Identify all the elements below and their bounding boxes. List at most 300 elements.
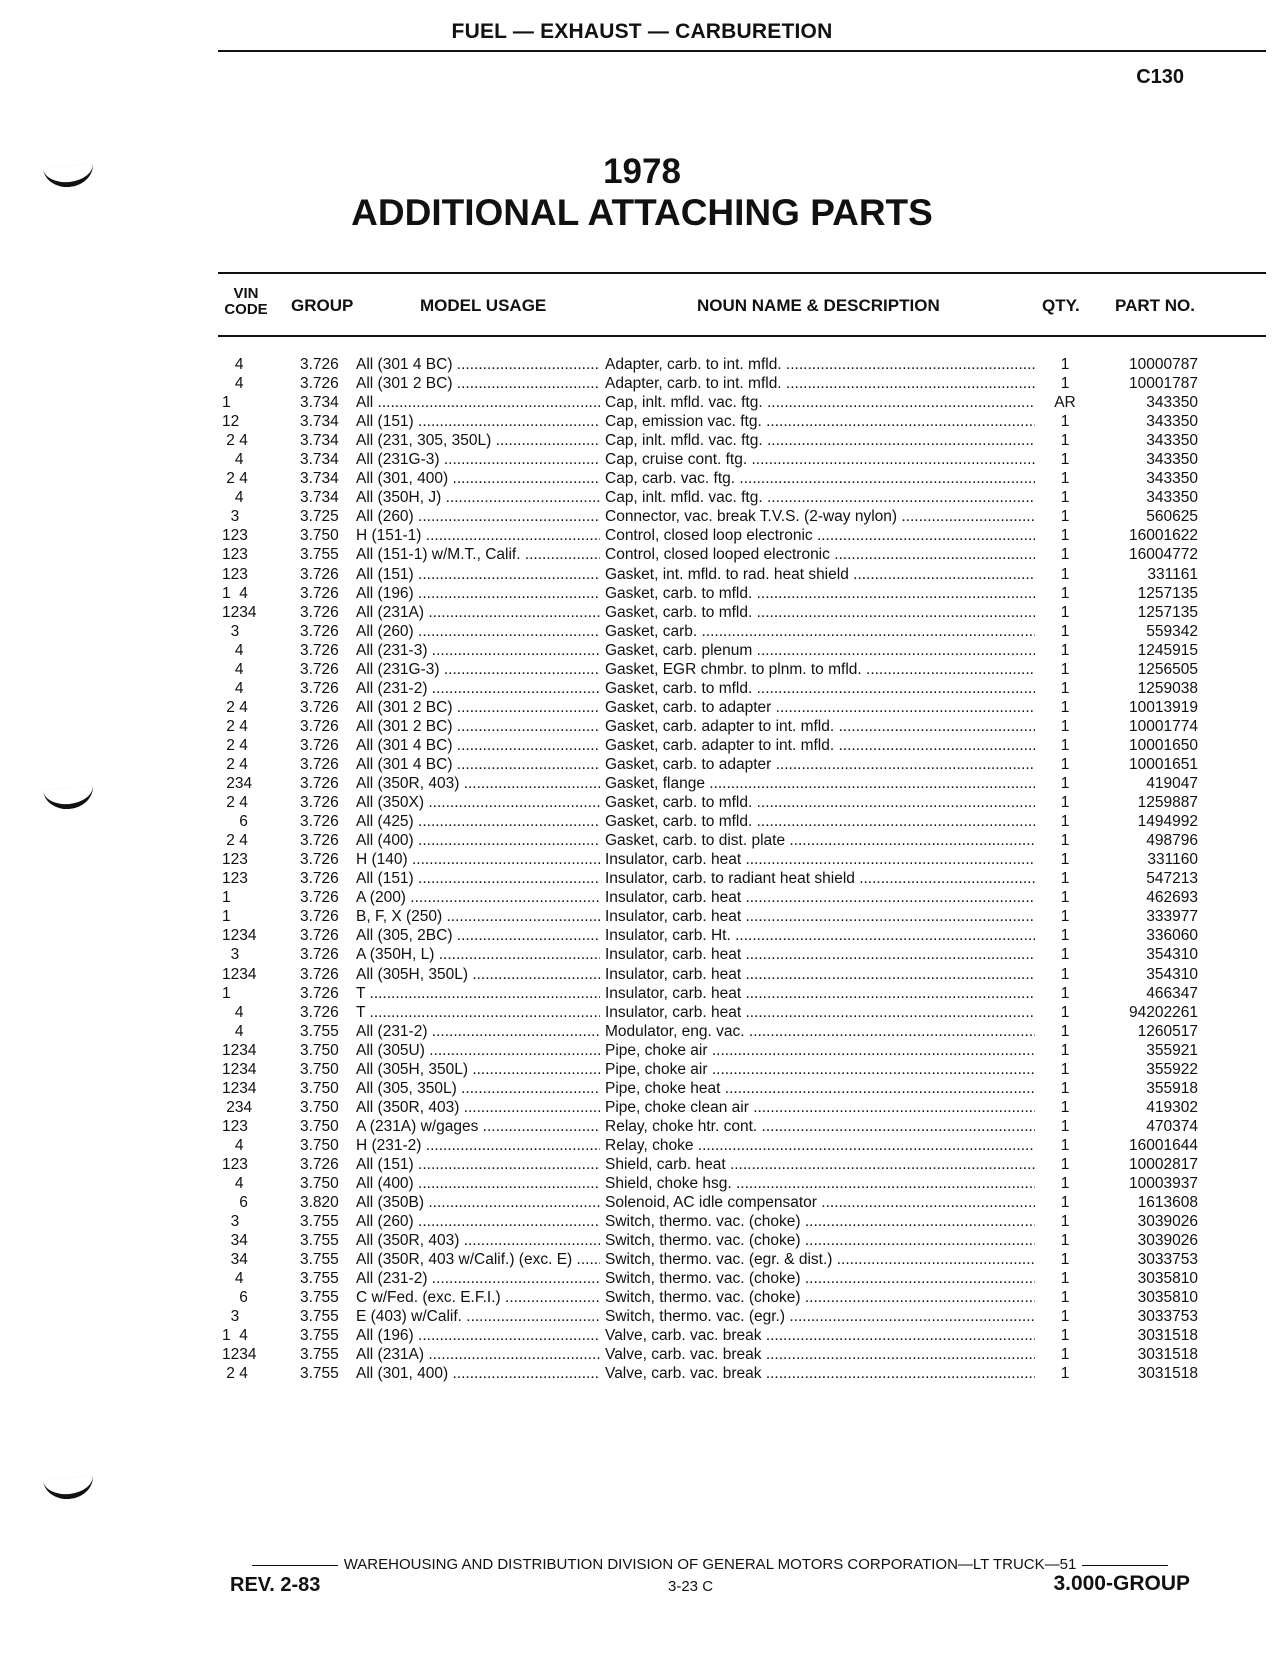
model-usage-cell: All (231, 305, 350L) ..... — [356, 431, 600, 450]
quantity-cell: 1 — [1060, 641, 1070, 659]
vin-code-cell: 6 — [222, 1194, 248, 1212]
quantity-cell: 1 — [1060, 984, 1070, 1002]
group-cell: 3.750 — [300, 1060, 339, 1078]
description-cell: Switch, thermo. vac. (choke) ..... — [605, 1269, 1035, 1288]
description-cell: Cap, cruise cont. ftg. ..... — [605, 450, 1035, 469]
table-row — [0, 393, 1284, 412]
model-usage-cell: All (196) ..... — [356, 1326, 600, 1345]
description-cell: Gasket, int. mfld. to rad. heat shield ..... — [605, 565, 1035, 584]
quantity-cell: 1 — [1060, 965, 1070, 983]
vin-code-cell: 4 — [222, 451, 244, 469]
vin-code-cell: 2 4 — [222, 832, 248, 850]
column-header-qty: QTY. — [1042, 296, 1080, 315]
quantity-cell: 1 — [1060, 736, 1070, 754]
description-cell: Switch, thermo. vac. (egr.) ..... — [605, 1307, 1035, 1326]
table-row — [0, 450, 1284, 469]
table-row — [0, 1136, 1284, 1155]
part-number-cell: 10002817 — [1129, 1155, 1198, 1173]
vin-code-cell: 1234 — [222, 1079, 257, 1097]
quantity-cell: 1 — [1060, 470, 1070, 488]
part-number-cell: 354310 — [1146, 965, 1198, 983]
description-cell: Gasket, carb. adapter to int. mfld. ..... — [605, 736, 1035, 755]
table-row — [0, 584, 1284, 603]
vin-code-cell: 6 — [222, 813, 248, 831]
quantity-cell: 1 — [1060, 1022, 1070, 1040]
vin-code-cell: 4 — [222, 1270, 244, 1288]
model-usage-cell: All (151-1) w/M.T., Calif. ..... — [356, 545, 600, 564]
model-usage-cell: E (403) w/Calif. ..... — [356, 1307, 600, 1326]
model-usage-cell: All (151) ..... — [356, 565, 600, 584]
part-number-cell: 1259887 — [1137, 794, 1198, 812]
quantity-cell: 1 — [1060, 1213, 1070, 1231]
description-cell: Gasket, carb. to mfld. ..... — [605, 603, 1035, 622]
table-row — [0, 526, 1284, 545]
page-code: C130 — [1136, 66, 1184, 88]
table-row — [0, 1155, 1284, 1174]
description-cell: Gasket, carb. to dist. plate ..... — [605, 831, 1035, 850]
quantity-cell: 1 — [1060, 832, 1070, 850]
model-usage-cell: T ..... — [356, 1003, 600, 1022]
table-row — [0, 1060, 1284, 1079]
model-usage-cell: All (350R, 403) ..... — [356, 1098, 600, 1117]
group-cell: 3.726 — [300, 565, 339, 583]
description-cell: Shield, carb. heat ..... — [605, 1155, 1035, 1174]
table-row — [0, 1269, 1284, 1288]
page-number: 3-23 C — [668, 1578, 714, 1595]
part-number-cell: 10001650 — [1129, 736, 1198, 754]
binder-hole-mark — [43, 1475, 95, 1501]
model-usage-cell: All (231-3) ..... — [356, 641, 600, 660]
part-number-cell: 1257135 — [1137, 603, 1198, 621]
quantity-cell: 1 — [1060, 1003, 1070, 1021]
quantity-cell: 1 — [1060, 1155, 1070, 1173]
description-cell: Relay, choke htr. cont. ..... — [605, 1117, 1035, 1136]
vin-code-cell: 2 4 — [222, 755, 248, 773]
model-usage-cell: All (196) ..... — [356, 584, 600, 603]
group-cell: 3.726 — [300, 584, 339, 602]
model-usage-cell: All (231-2) ..... — [356, 1269, 600, 1288]
vin-code-cell: 2 4 — [222, 717, 248, 735]
table-row — [0, 831, 1284, 850]
table-row — [0, 1307, 1284, 1326]
quantity-cell: 1 — [1060, 1041, 1070, 1059]
part-number-cell: 3031518 — [1137, 1346, 1198, 1364]
vin-code-cell: 1234 — [222, 1346, 257, 1364]
quantity-cell: 1 — [1060, 870, 1070, 888]
description-cell: Pipe, choke heat ..... — [605, 1079, 1035, 1098]
quantity-cell: 1 — [1060, 1194, 1070, 1212]
part-number-cell: 466347 — [1146, 984, 1198, 1002]
vin-code-cell: 2 4 — [222, 1365, 248, 1383]
description-cell: Valve, carb. vac. break ..... — [605, 1345, 1035, 1364]
vin-code-cell: 34 — [222, 1232, 248, 1250]
header-rule — [218, 50, 1266, 52]
table-row — [0, 717, 1284, 736]
group-cell: 3.750 — [300, 527, 339, 545]
vin-code-cell: 3 — [222, 1308, 240, 1326]
description-cell: Insulator, carb. heat ..... — [605, 850, 1035, 869]
description-cell: Control, closed loop electronic ..... — [605, 526, 1035, 545]
part-number-cell: 10001774 — [1129, 717, 1198, 735]
table-row — [0, 1174, 1284, 1193]
group-cell: 3.726 — [300, 1155, 339, 1173]
quantity-cell: 1 — [1060, 584, 1070, 602]
table-row — [0, 1098, 1284, 1117]
group-cell: 3.755 — [300, 1251, 339, 1269]
model-usage-cell: All (305H, 350L) ..... — [356, 1060, 600, 1079]
vin-code-cell: 3 — [222, 508, 240, 526]
model-usage-cell: All (231-2) ..... — [356, 1022, 600, 1041]
group-cell: 3.726 — [300, 603, 339, 621]
vin-code-cell: 2 4 — [222, 698, 248, 716]
vin-code-cell: 1 — [222, 889, 231, 907]
table-row — [0, 850, 1284, 869]
group-cell: 3.726 — [300, 965, 339, 983]
quantity-cell: 1 — [1060, 1060, 1070, 1078]
quantity-cell: 1 — [1060, 679, 1070, 697]
model-usage-cell: All (260) ..... — [356, 1212, 600, 1231]
group-cell: 3.726 — [300, 679, 339, 697]
table-row — [0, 1250, 1284, 1269]
model-usage-cell: All (301 2 BC) ..... — [356, 717, 600, 736]
quantity-cell: 1 — [1060, 851, 1070, 869]
table-row — [0, 774, 1284, 793]
part-number-cell: 343350 — [1146, 470, 1198, 488]
description-cell: Gasket, carb. plenum ..... — [605, 641, 1035, 660]
vin-code-cell: 4 — [222, 1136, 244, 1154]
part-number-cell: 1260517 — [1137, 1022, 1198, 1040]
group-cell: 3.726 — [300, 927, 339, 945]
model-usage-cell: All (151) ..... — [356, 1155, 600, 1174]
description-cell: Gasket, carb. adapter to int. mfld. ..... — [605, 717, 1035, 736]
table-row — [0, 736, 1284, 755]
group-cell: 3.726 — [300, 736, 339, 754]
quantity-cell: 1 — [1060, 908, 1070, 926]
part-number-cell: 355921 — [1146, 1041, 1198, 1059]
table-row — [0, 488, 1284, 507]
part-number-cell: 3031518 — [1137, 1365, 1198, 1383]
page-year: 1978 — [603, 152, 681, 191]
model-usage-cell: All (350R, 403 w/Calif.) (exc. E) ..... — [356, 1250, 600, 1269]
group-cell: 3.755 — [300, 1270, 339, 1288]
vin-code-cell: 234 — [222, 775, 253, 793]
group-cell: 3.755 — [300, 1308, 339, 1326]
group-code: 3.000-GROUP — [1053, 1572, 1190, 1595]
quantity-cell: 1 — [1060, 1098, 1070, 1116]
description-cell: Adapter, carb. to int. mfld. ..... — [605, 374, 1035, 393]
table-row — [0, 355, 1284, 374]
group-cell: 3.734 — [300, 489, 339, 507]
group-cell: 3.734 — [300, 470, 339, 488]
group-cell: 3.726 — [300, 717, 339, 735]
table-row — [0, 412, 1284, 431]
description-cell: Cap, inlt. mfld. vac. ftg. ..... — [605, 488, 1035, 507]
vin-code-cell: 123 — [222, 1155, 248, 1173]
group-cell: 3.725 — [300, 508, 339, 526]
part-number-cell: 1494992 — [1137, 813, 1198, 831]
model-usage-cell: All (350R, 403) ..... — [356, 1231, 600, 1250]
part-number-cell: 1613608 — [1137, 1194, 1198, 1212]
quantity-cell: 1 — [1060, 622, 1070, 640]
description-cell: Control, closed looped electronic ..... — [605, 545, 1035, 564]
quantity-cell: 1 — [1060, 508, 1070, 526]
part-number-cell: 462693 — [1146, 889, 1198, 907]
model-usage-cell: C w/Fed. (exc. E.F.I.) ..... — [356, 1288, 600, 1307]
model-usage-cell: All (350H, J) ..... — [356, 488, 600, 507]
description-cell: Gasket, EGR chmbr. to plnm. to mfld. ..... — [605, 660, 1035, 679]
quantity-cell: 1 — [1060, 1251, 1070, 1269]
part-number-cell: 355922 — [1146, 1060, 1198, 1078]
table-row — [0, 469, 1284, 488]
column-header-model: MODEL USAGE — [420, 296, 547, 315]
table-row — [0, 907, 1284, 926]
group-cell: 3.755 — [300, 1022, 339, 1040]
model-usage-cell: All (231-2) ..... — [356, 679, 600, 698]
part-number-cell: 498796 — [1146, 832, 1198, 850]
part-number-cell: 343350 — [1146, 413, 1198, 431]
description-cell: Modulator, eng. vac. ..... — [605, 1022, 1035, 1041]
vin-code-cell: 1234 — [222, 1041, 257, 1059]
model-usage-cell: All (301 2 BC) ..... — [356, 698, 600, 717]
quantity-cell: 1 — [1060, 356, 1070, 373]
vin-code-cell: 4 — [222, 1175, 244, 1193]
part-number-cell: 3039026 — [1137, 1232, 1198, 1250]
vin-code-cell: 123 — [222, 851, 248, 869]
vin-code-cell: 3 — [222, 946, 240, 964]
table-header-rule — [218, 335, 1266, 337]
model-usage-cell: H (231-2) ..... — [356, 1136, 600, 1155]
part-number-cell: 331161 — [1147, 565, 1198, 583]
group-cell: 3.755 — [300, 1327, 339, 1345]
vin-code-cell: 4 — [222, 375, 244, 393]
model-usage-cell: All (350R, 403) ..... — [356, 774, 600, 793]
vin-code-cell: 4 — [222, 489, 244, 507]
model-usage-cell: All (301, 400) ..... — [356, 469, 600, 488]
group-cell: 3.726 — [300, 851, 339, 869]
model-usage-cell: H (140) ..... — [356, 850, 600, 869]
description-cell: Valve, carb. vac. break ..... — [605, 1364, 1035, 1383]
group-cell: 3.726 — [300, 641, 339, 659]
part-number-cell: 16001644 — [1129, 1136, 1198, 1154]
quantity-cell: 1 — [1060, 755, 1070, 773]
description-cell: Switch, thermo. vac. (choke) ..... — [605, 1231, 1035, 1250]
table-row — [0, 1193, 1284, 1212]
description-cell: Relay, choke ..... — [605, 1136, 1035, 1155]
group-cell: 3.750 — [300, 1136, 339, 1154]
description-cell: Cap, inlt. mfld. vac. ftg. ..... — [605, 431, 1035, 450]
model-usage-cell: All (301 4 BC) ..... — [356, 736, 600, 755]
group-cell: 3.734 — [300, 451, 339, 469]
vin-code-cell: 123 — [222, 565, 248, 583]
table-row — [0, 945, 1284, 964]
vin-code-cell: 4 — [222, 1003, 244, 1021]
model-usage-cell: All (231G-3) ..... — [356, 660, 600, 679]
group-cell: 3.755 — [300, 1365, 339, 1383]
model-usage-cell: All (260) ..... — [356, 622, 600, 641]
quantity-cell: 1 — [1060, 413, 1070, 431]
description-cell: Insulator, carb. heat ..... — [605, 907, 1035, 926]
table-row — [0, 888, 1284, 907]
table-row — [0, 812, 1284, 831]
quantity-cell: 1 — [1060, 1136, 1070, 1154]
description-cell: Pipe, choke clean air ..... — [605, 1098, 1035, 1117]
description-cell: Insulator, carb. to radiant heat shield ..... — [605, 869, 1035, 888]
table-row — [0, 1003, 1284, 1022]
vin-code-cell: 1 4 — [222, 584, 248, 602]
description-cell: Adapter, carb. to int. mfld. ..... — [605, 355, 1035, 374]
model-usage-cell: H (151-1) ..... — [356, 526, 600, 545]
section-header: FUEL — EXHAUST — CARBURETION — [451, 20, 833, 43]
part-number-cell: 3039026 — [1137, 1213, 1198, 1231]
vin-code-cell: 2 4 — [222, 470, 248, 488]
group-cell: 3.820 — [300, 1194, 339, 1212]
table-row — [0, 1231, 1284, 1250]
quantity-cell: 1 — [1060, 546, 1070, 564]
group-cell: 3.755 — [300, 546, 339, 564]
part-number-cell: 559342 — [1146, 622, 1198, 640]
vin-code-cell: 1 — [222, 394, 231, 412]
group-cell: 3.726 — [300, 698, 339, 716]
quantity-cell: 1 — [1060, 1346, 1070, 1364]
model-usage-cell: A (200) ..... — [356, 888, 600, 907]
quantity-cell: 1 — [1060, 1365, 1070, 1383]
table-row — [0, 755, 1284, 774]
model-usage-cell: All (301 4 BC) ..... — [356, 355, 600, 374]
model-usage-cell: All ..... — [356, 393, 600, 412]
model-usage-cell: All (151) ..... — [356, 412, 600, 431]
part-number-cell: 343350 — [1146, 394, 1198, 412]
table-row — [0, 603, 1284, 622]
page-title: ADDITIONAL ATTACHING PARTS — [351, 192, 933, 233]
description-cell: Shield, choke hsg. ..... — [605, 1174, 1035, 1193]
description-cell: Cap, inlt. mfld. vac. ftg. ..... — [605, 393, 1035, 412]
model-usage-cell: All (305H, 350L) ..... — [356, 965, 600, 984]
part-number-cell: 343350 — [1146, 451, 1198, 469]
part-number-cell: 10000787 — [1129, 356, 1198, 373]
part-number-cell: 355918 — [1146, 1079, 1198, 1097]
description-cell: Gasket, flange ..... — [605, 774, 1035, 793]
vin-code-cell: 1 4 — [222, 1327, 248, 1345]
vin-code-cell: 4 — [222, 679, 244, 697]
group-cell: 3.750 — [300, 1041, 339, 1059]
model-usage-cell: All (231G-3) ..... — [356, 450, 600, 469]
column-header-vin: VIN CODE — [224, 285, 268, 318]
quantity-cell: 1 — [1060, 1175, 1070, 1193]
part-number-cell: 343350 — [1146, 489, 1198, 507]
table-row — [0, 1117, 1284, 1136]
model-usage-cell: All (305, 2BC) ..... — [356, 926, 600, 945]
vin-code-cell: 1234 — [222, 1060, 257, 1078]
part-number-cell: 3033753 — [1137, 1251, 1198, 1269]
table-row — [0, 1326, 1284, 1345]
vin-code-cell: 1234 — [222, 965, 257, 983]
group-cell: 3.726 — [300, 870, 339, 888]
table-row — [0, 1079, 1284, 1098]
table-row — [0, 1345, 1284, 1364]
description-cell: Insulator, carb. Ht. ..... — [605, 926, 1035, 945]
group-cell: 3.750 — [300, 1117, 339, 1135]
vin-code-cell: 4 — [222, 641, 244, 659]
part-number-cell: 336060 — [1146, 927, 1198, 945]
table-row — [0, 660, 1284, 679]
quantity-cell: 1 — [1060, 946, 1070, 964]
table-row — [0, 869, 1284, 888]
table-row — [0, 622, 1284, 641]
table-row — [0, 1022, 1284, 1041]
part-number-cell: 10013919 — [1129, 698, 1198, 716]
group-cell: 3.734 — [300, 394, 339, 412]
description-cell: Gasket, carb. to adapter ..... — [605, 755, 1035, 774]
quantity-cell: 1 — [1060, 565, 1070, 583]
model-usage-cell: All (260) ..... — [356, 507, 600, 526]
part-number-cell: 547213 — [1146, 870, 1198, 888]
group-cell: 3.726 — [300, 832, 339, 850]
model-usage-cell: All (301, 400) ..... — [356, 1364, 600, 1383]
model-usage-cell: All (400) ..... — [356, 831, 600, 850]
vin-code-cell: 4 — [222, 356, 244, 373]
vin-code-cell: 3 — [222, 1213, 240, 1231]
quantity-cell: 1 — [1060, 1270, 1070, 1288]
model-usage-cell: All (305, 350L) ..... — [356, 1079, 600, 1098]
quantity-cell: 1 — [1060, 889, 1070, 907]
table-top-rule — [218, 272, 1266, 274]
model-usage-cell: All (151) ..... — [356, 869, 600, 888]
description-cell: Gasket, carb. to mfld. ..... — [605, 584, 1035, 603]
quantity-cell: 1 — [1060, 1232, 1070, 1250]
quantity-cell: 1 — [1060, 489, 1070, 507]
revision-label: REV. 2-83 — [230, 1574, 321, 1596]
table-row — [0, 926, 1284, 945]
quantity-cell: 1 — [1060, 1308, 1070, 1326]
group-cell: 3.726 — [300, 946, 339, 964]
description-cell: Cap, carb. vac. ftg. ..... — [605, 469, 1035, 488]
model-usage-cell: All (301 4 BC) ..... — [356, 755, 600, 774]
part-number-cell: 354310 — [1146, 946, 1198, 964]
description-cell: Switch, thermo. vac. (choke) ..... — [605, 1288, 1035, 1307]
model-usage-cell: A (231A) w/gages ..... — [356, 1117, 600, 1136]
vin-code-cell: 12 — [222, 413, 240, 431]
model-usage-cell: All (425) ..... — [356, 812, 600, 831]
description-cell: Switch, thermo. vac. (egr. & dist.) ..... — [605, 1250, 1035, 1269]
description-cell: Gasket, carb. to mfld. ..... — [605, 793, 1035, 812]
description-cell: Cap, emission vac. ftg. ..... — [605, 412, 1035, 431]
vin-code-cell: 123 — [222, 1117, 248, 1135]
description-cell: Insulator, carb. heat ..... — [605, 1003, 1035, 1022]
group-cell: 3.750 — [300, 1079, 339, 1097]
vin-code-cell: 34 — [222, 1251, 248, 1269]
description-cell: Solenoid, AC idle compensator ..... — [605, 1193, 1035, 1212]
description-cell: Pipe, choke air ..... — [605, 1041, 1035, 1060]
quantity-cell: 1 — [1060, 717, 1070, 735]
description-cell: Switch, thermo. vac. (choke) ..... — [605, 1212, 1035, 1231]
description-cell: Pipe, choke air ..... — [605, 1060, 1035, 1079]
vin-code-cell: 1234 — [222, 927, 257, 945]
vin-code-cell: 1 — [222, 908, 231, 926]
group-cell: 3.726 — [300, 908, 339, 926]
vin-code-cell: 123 — [222, 527, 248, 545]
model-usage-cell: B, F, X (250) ..... — [356, 907, 600, 926]
footer-division-text: WAREHOUSING AND DISTRIBUTION DIVISION OF GENERAL MOTORS CORPORATION—LT TRUCK—51 — [343, 1556, 1077, 1573]
group-cell: 3.755 — [300, 1213, 339, 1231]
part-number-cell: 560625 — [1146, 508, 1198, 526]
quantity-cell: 1 — [1060, 660, 1070, 678]
model-usage-cell: All (350X) ..... — [356, 793, 600, 812]
model-usage-cell: All (350B) ..... — [356, 1193, 600, 1212]
table-row — [0, 1288, 1284, 1307]
quantity-cell: 1 — [1060, 775, 1070, 793]
part-number-cell: 16001622 — [1129, 527, 1198, 545]
vin-code-cell: 6 — [222, 1289, 248, 1307]
